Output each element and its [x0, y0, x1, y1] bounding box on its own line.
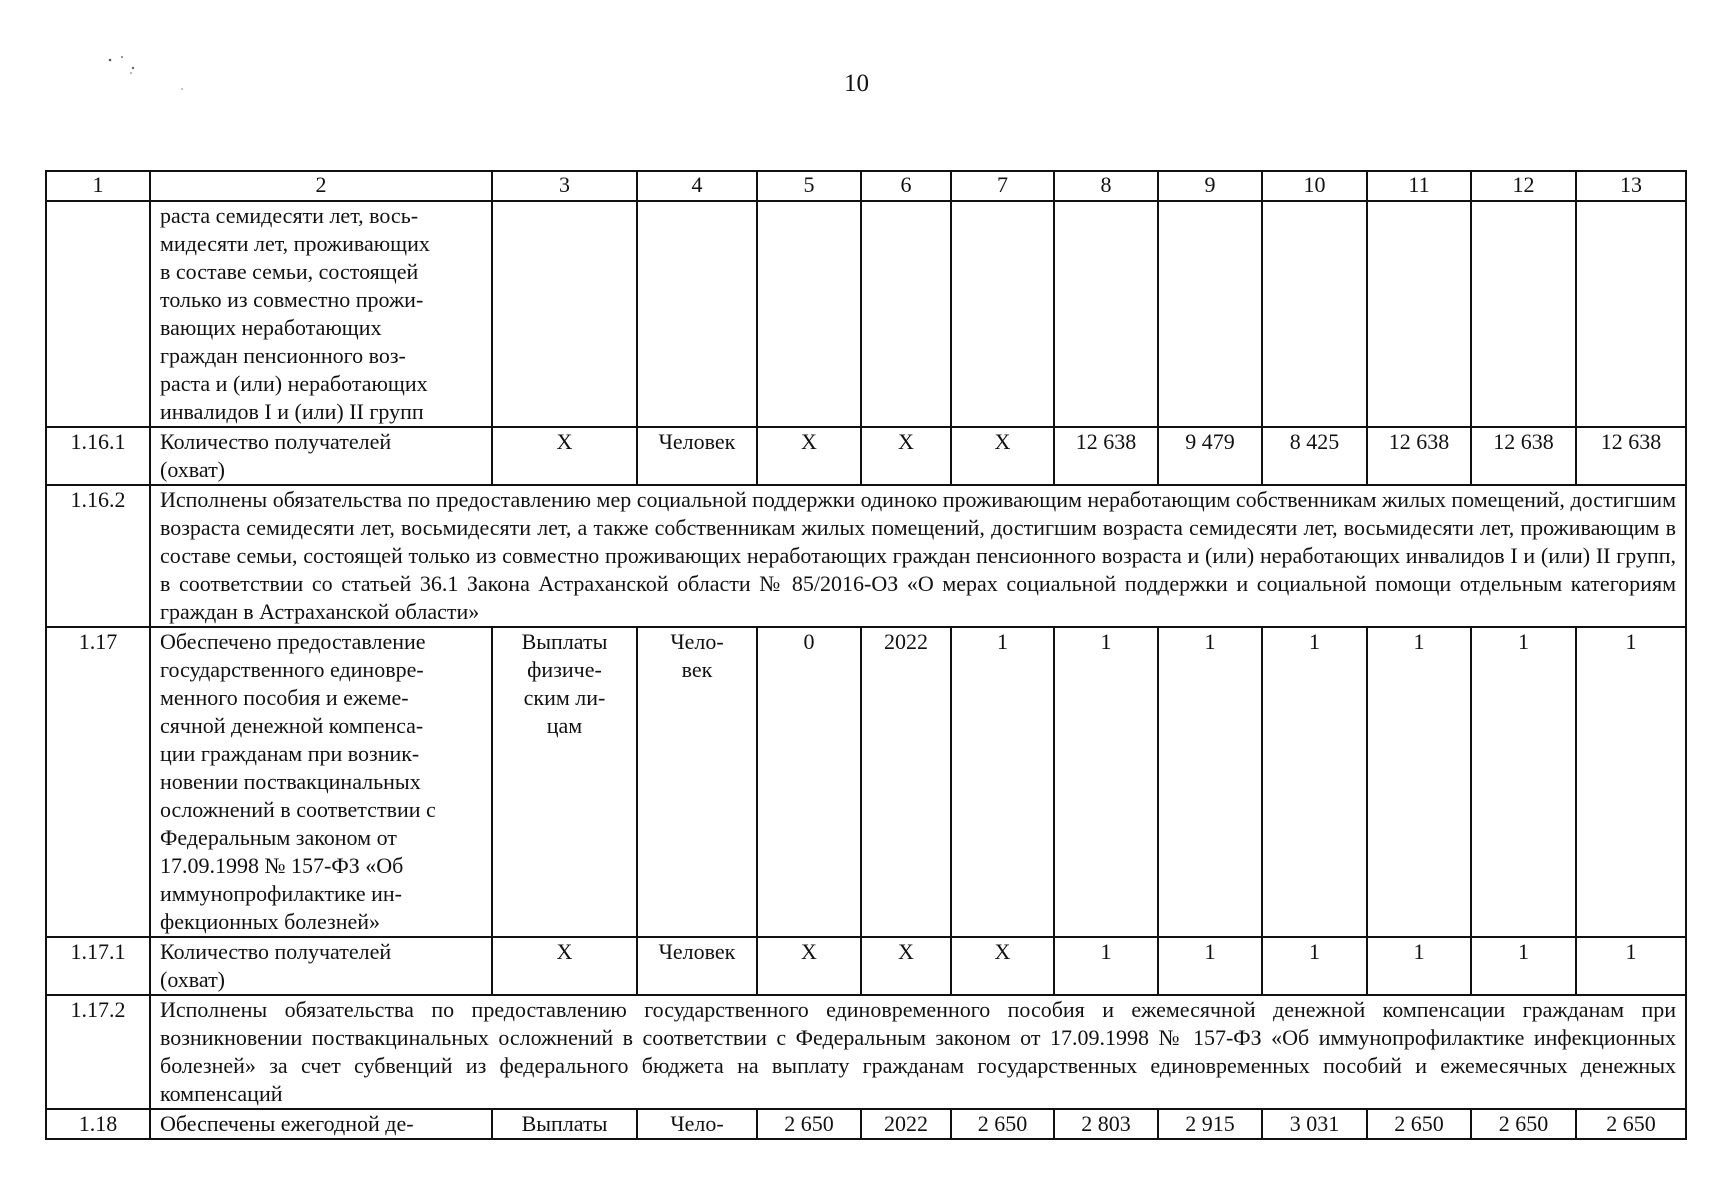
- text-line: ским ли-: [523, 685, 606, 710]
- cell-col10: 8 425: [1262, 427, 1367, 485]
- cell-col5: 2 650: [757, 1109, 861, 1139]
- cell-col6: X: [861, 427, 951, 485]
- cell-empty: [1054, 201, 1158, 427]
- table-row-1-16-2: [46, 485, 1686, 627]
- cell-col6: X: [861, 937, 951, 995]
- text-line: Выплаты: [521, 629, 608, 654]
- cell-col3: Выплаты: [492, 1109, 637, 1139]
- row-number: 1.17: [46, 627, 150, 937]
- text-line: Обеспечено предоставление: [160, 629, 426, 654]
- header-cell: 13: [1576, 171, 1686, 201]
- cell-unit: Чело-: [637, 1109, 757, 1139]
- cell-col8: 12 638: [1054, 427, 1158, 485]
- text-line: Количество получателей: [160, 939, 392, 964]
- cell-col7: X: [951, 427, 1054, 485]
- cell-col5: X: [757, 937, 861, 995]
- cell-col6: 2022: [861, 627, 951, 937]
- cell-col7: 2 650: [951, 1109, 1054, 1139]
- cell-col13: 12 638: [1576, 427, 1686, 485]
- table-row-continuation: [46, 201, 1686, 427]
- cell-col13: 1: [1576, 627, 1686, 937]
- obligation-text: Исполнены обязательства по предоставлению государственного единовременного пособия и ежемесячной денежной компенсации гражданам при возникновении поствакцинальных осложнений в соответствии с Федеральным законом от 17.09.1998 № 157-ФЗ «Об иммунопрофилактике инфекционных болезней» за счет субвенций из федерального бюджета на выплату гражданам государственных единовременных пособий и ежемесячных денежных компенсаций: [150, 995, 1686, 1109]
- table-row-1-16-1: [46, 427, 1686, 485]
- text-line: раста и (или) неработающих: [160, 371, 428, 396]
- cell-col13: 1: [1576, 937, 1686, 995]
- header-cell: 6: [861, 171, 951, 201]
- header-cell: 4: [637, 171, 757, 201]
- header-cell: 9: [1158, 171, 1262, 201]
- cell-col10: 3 031: [1262, 1109, 1367, 1139]
- header-cell: 12: [1471, 171, 1576, 201]
- cell-col9: 2 915: [1158, 1109, 1262, 1139]
- text-line: сячной денежной компенса-: [160, 713, 424, 738]
- cell-empty: [492, 201, 637, 427]
- cell-empty: [861, 201, 951, 427]
- header-cell: 11: [1367, 171, 1471, 201]
- table-row-1-17-2: [46, 995, 1686, 1109]
- cell-empty: [637, 201, 757, 427]
- row-number: 1.17.1: [46, 937, 150, 995]
- cell-col12: 1: [1471, 627, 1576, 937]
- cell-empty: [1471, 201, 1576, 427]
- cell-col9: 1: [1158, 627, 1262, 937]
- text-line: в составе семьи, состоящей: [160, 259, 419, 284]
- row-number: 1.18: [46, 1109, 150, 1139]
- cell-col12: 2 650: [1471, 1109, 1576, 1139]
- text-line: раста семидесяти лет, вось-: [160, 203, 419, 228]
- cell-empty: [951, 201, 1054, 427]
- text-line: менного пособия и ежеме-: [160, 685, 409, 710]
- cell-unit: [637, 627, 757, 937]
- indicator-name: Обеспечены ежегодной де-: [150, 1109, 492, 1139]
- cell-col9: 9 479: [1158, 427, 1262, 485]
- text-line: иммунопрофилактике ин-: [160, 881, 402, 906]
- text-line: Количество получателей: [160, 429, 392, 454]
- text-line: новении поствакцинальных: [160, 769, 421, 794]
- text-line: государственного единовре-: [160, 657, 424, 682]
- cell-empty: [46, 201, 150, 427]
- header-cell: 7: [951, 171, 1054, 201]
- cell-col10: 1: [1262, 627, 1367, 937]
- indicator-name: [150, 937, 492, 995]
- cell-col7: 1: [951, 627, 1054, 937]
- text-line: граждан пенсионного воз-: [160, 343, 406, 368]
- text-line: фекционных болезней»: [160, 909, 380, 934]
- text-line: цам: [546, 713, 583, 738]
- text-line: осложнений в соответствии с: [160, 797, 436, 822]
- cell-col8: 1: [1054, 937, 1158, 995]
- cell-col9: 1: [1158, 937, 1262, 995]
- header-cell: 10: [1262, 171, 1367, 201]
- cell-col8: 1: [1054, 627, 1158, 937]
- page-number: 10: [844, 70, 869, 97]
- header-cell: 5: [757, 171, 861, 201]
- cell-col7: X: [951, 937, 1054, 995]
- cell-empty: [1367, 201, 1471, 427]
- cell-empty: [1158, 201, 1262, 427]
- row-number: 1.17.2: [46, 995, 150, 1109]
- cell-col6: 2022: [861, 1109, 951, 1139]
- cell-col3: [492, 627, 637, 937]
- cell-col12: 12 638: [1471, 427, 1576, 485]
- cell-empty: [757, 201, 861, 427]
- indicator-name: [150, 427, 492, 485]
- cell-empty: [1262, 201, 1367, 427]
- cell-unit: Человек: [637, 937, 757, 995]
- cell-unit: Человек: [637, 427, 757, 485]
- cell-col5: 0: [757, 627, 861, 937]
- continuation-text: [150, 201, 492, 427]
- text-line: физиче-: [527, 657, 602, 682]
- table-row-1-17-1: [46, 937, 1686, 995]
- cell-col12: 1: [1471, 937, 1576, 995]
- text-line: (охват): [160, 967, 226, 992]
- cell-col11: 2 650: [1367, 1109, 1471, 1139]
- header-cell: 1: [46, 171, 150, 201]
- header-cell: 3: [492, 171, 637, 201]
- text-line: Федеральным законом от: [160, 825, 397, 850]
- scan-specks: [100, 52, 190, 102]
- cell-col10: 1: [1262, 937, 1367, 995]
- cell-empty: [1576, 201, 1686, 427]
- indicator-name: [150, 627, 492, 937]
- cell-col11: 1: [1367, 627, 1471, 937]
- text-line: ции гражданам при возник-: [160, 741, 420, 766]
- text-line: только из совместно прожи-: [160, 287, 424, 312]
- text-line: вающих неработающих: [160, 315, 382, 340]
- cell-col13: 2 650: [1576, 1109, 1686, 1139]
- cell-col3: X: [492, 937, 637, 995]
- text-line: Чело-: [670, 629, 724, 654]
- cell-col3: X: [492, 427, 637, 485]
- cell-col11: 12 638: [1367, 427, 1471, 485]
- data-table: [45, 170, 1687, 1140]
- text-line: инвалидов I и (или) II групп: [160, 399, 424, 424]
- cell-col8: 2 803: [1054, 1109, 1158, 1139]
- text-line: мидесяти лет, проживающих: [160, 231, 430, 256]
- cell-col5: X: [757, 427, 861, 485]
- obligation-text: Исполнены обязательства по предоставлению мер социальной поддержки одиноко проживающим неработающим собственникам жилых помещений, достигшим возраста семидесяти лет, восьмидесяти лет, а также собственникам жилых помещений, достигшим возраста семидесяти лет, восьмидесяти лет, проживающим в составе семьи, состоящей только из совместно проживающих неработающих граждан пенсионного возраста и (или) неработающих инвалидов I и (или) II групп, в соответствии со статьей 36.1 Закона Астраханской области № 85/2016-ОЗ «О мерах социальной поддержки и социальной помощи отдельным категориям граждан в Астраханской области»: [150, 485, 1686, 627]
- header-row: [46, 171, 1686, 201]
- table-row-1-17: [46, 627, 1686, 937]
- text-line: век: [681, 657, 713, 682]
- row-number: 1.16.1: [46, 427, 150, 485]
- text-line: (охват): [160, 457, 226, 482]
- text-line: 17.09.1998 № 157-ФЗ «Об: [160, 853, 404, 878]
- row-number: 1.16.2: [46, 485, 150, 627]
- cell-col11: 1: [1367, 937, 1471, 995]
- header-cell: 8: [1054, 171, 1158, 201]
- table-row-1-18: [46, 1109, 1686, 1139]
- header-cell: 2: [150, 171, 492, 201]
